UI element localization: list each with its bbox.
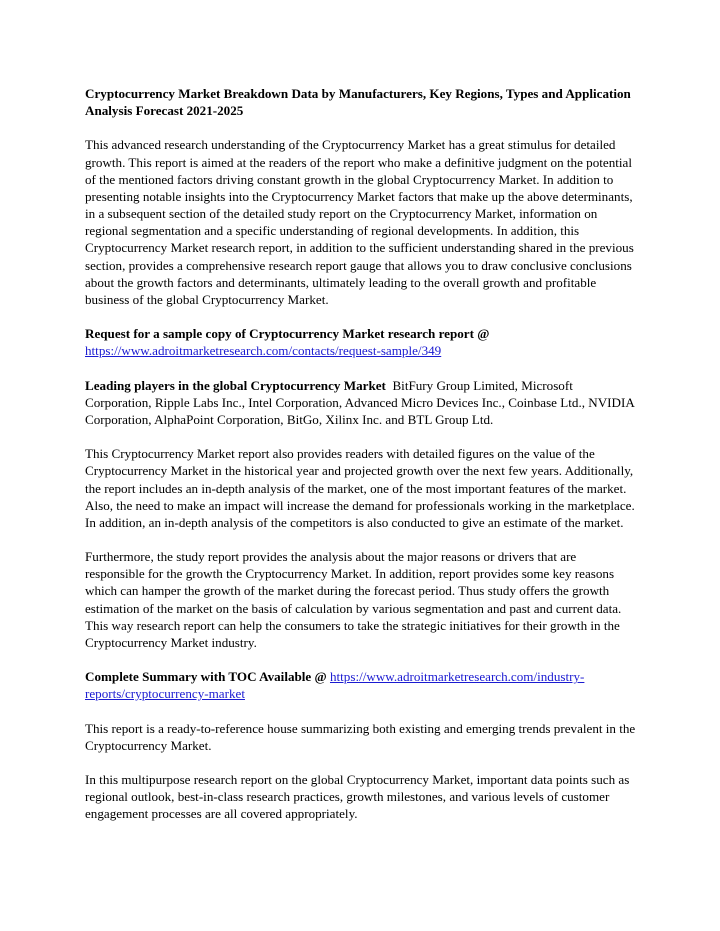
summary-toc-link[interactable]: https://www.adroitmarketresearch.com/industry-reports/cryptocurrency-market — [85, 669, 585, 702]
sample-request-section — [85, 325, 637, 359]
document-title: Cryptocurrency Market Breakdown Data by Manufacturers, Key Regions, Types and Application Analysis Forecast 2021-2025 — [85, 86, 631, 119]
leading-players-label: Leading players in the global Cryptocurrency Market — [85, 377, 386, 393]
leading-players-text: BitFury Group Limited, Microsoft Corporation, Ripple Labs Inc., Intel Corporation, Advanced Micro Devices Inc., Coinbase Ltd., NVIDIA Corporation, AlphaPoint Corporation, BitGo, Xilinx Inc. and BTL Group Ltd. — [85, 377, 635, 427]
multipurpose-paragraph: In this multipurpose research report on the global Cryptocurrency Market, important data points such as regional outlook, best-in-class research practices, growth milestones, and various levels of customer engagement processes are all covered appropriately. — [85, 772, 630, 822]
intro-paragraph: This advanced research understanding of the Cryptocurrency Market has a great stimulus for detailed growth. This report is aimed at the readers of the report who make a definitive judgment on the potential of the mentioned factors driving constant growth in the global Cryptocurrency Market. In addition to presenting notable insights into the Cryptocurrency Market factors that make up the above determinants, in a subsequent section of the detailed study report on the Cryptocurrency Market, information on regional segmentation and a specific understanding of regional developments. In addition, this Cryptocurrency Market research report, in addition to the sufficient understanding shared in the previous section, provides a comprehensive research report gauge that allows you to draw conclusive conclusions about the growth factors and determinants, ultimately leading to the overall growth and profitable business of the global Cryptocurrency Market. — [85, 137, 634, 307]
summary-toc-section — [85, 668, 637, 702]
document-page — [85, 85, 637, 840]
summary-toc-label: Complete Summary with TOC Available @ — [85, 669, 327, 685]
ready-reference-paragraph: This report is a ready-to-reference house summarizing both existing and emerging trends prevalent in the Cryptocurrency Market. — [85, 720, 636, 753]
sample-request-link[interactable]: https://www.adroitmarketresearch.com/contacts/request-sample/349 — [85, 343, 442, 359]
sample-request-label: Request for a sample copy of Cryptocurrency Market research report @ — [85, 326, 490, 342]
figures-paragraph: This Cryptocurrency Market report also provides readers with detailed figures on the value of the Cryptocurrency Market in the historical year and projected growth over the next few years. Additionally, the report includes an in-depth analysis of the market, one of the most important features of the market. Also, the need to make an impact will increase the demand for professionals working in the marketplace. In addition, an in-depth analysis of the competitors is also conducted to give an estimate of the market. — [85, 446, 635, 530]
leading-players-section — [85, 377, 637, 428]
drivers-paragraph: Furthermore, the study report provides the analysis about the major reasons or drivers that are responsible for the growth the Cryptocurrency Market. In addition, report provides some key reasons which can hamper the growth of the market during the forecast period. Thus study offers the growth estimation of the market on the basis of calculation by various segmentation and past and current data. This way research report can help the consumers to take the strategic initiatives for their growth in the Cryptocurrency Market industry. — [85, 549, 622, 650]
